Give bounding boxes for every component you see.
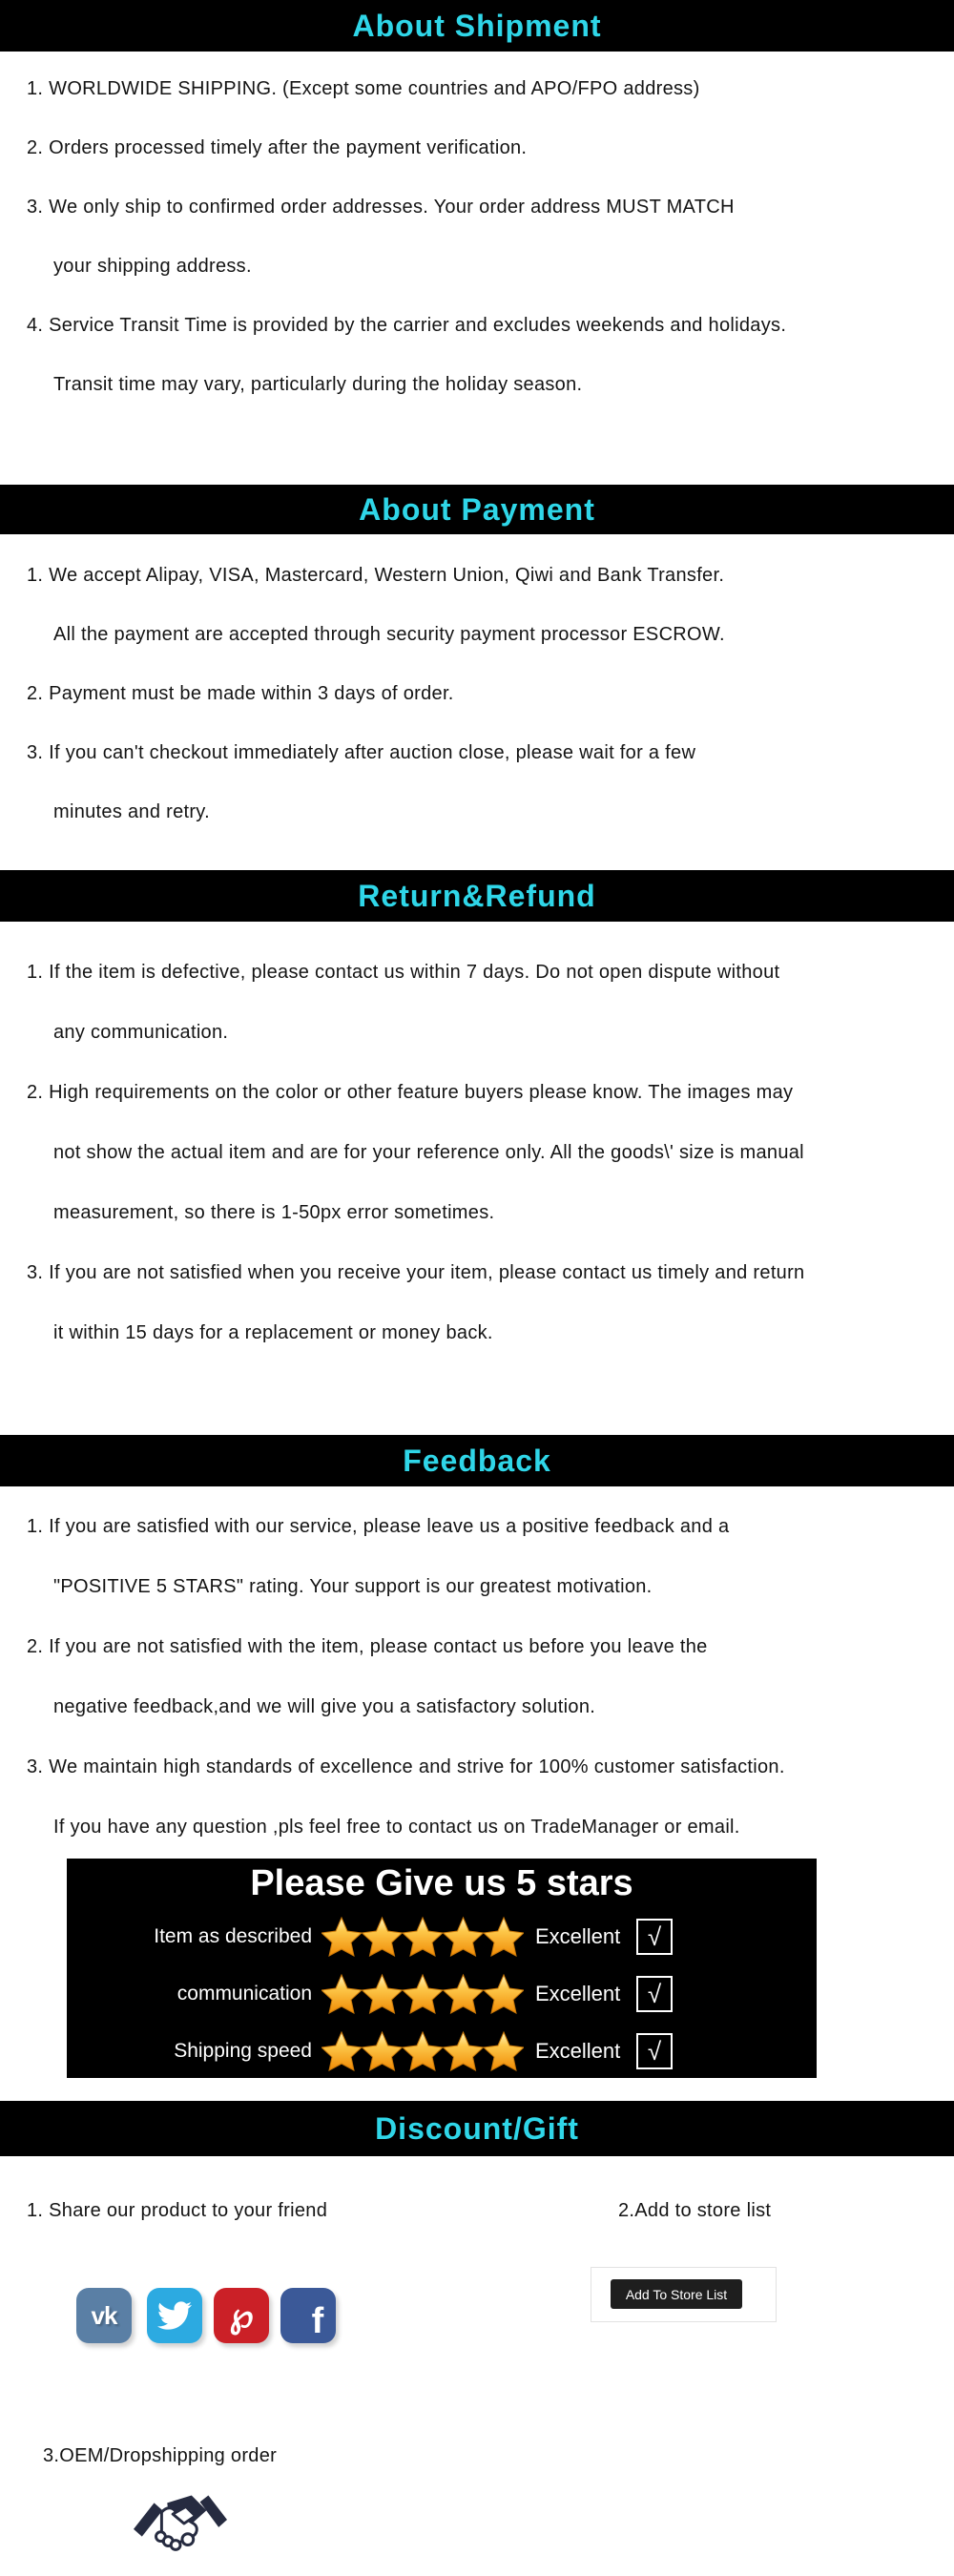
policy-line: Transit time may vary, particularly during the holiday season. <box>53 373 583 395</box>
policy-line: 1. If you are satisfied with our service, please leave us a positive feedback and a <box>27 1516 730 1537</box>
section-title: About Shipment <box>352 8 602 43</box>
policy-line: negative feedback,and we will give you a satisfactory solution. <box>53 1696 596 1717</box>
policy-line: 1. If the item is defective, please contact us within 7 days. Do not open dispute without <box>27 962 780 983</box>
policy-line: 2. If you are not satisfied with the item, please contact us before you leave the <box>27 1636 708 1657</box>
policy-line: 1. We accept Alipay, VISA, Mastercard, Western Union, Qiwi and Bank Transfer. <box>27 564 725 586</box>
pinterest-share-icon[interactable] <box>214 2288 269 2343</box>
handshake-icon <box>134 2487 227 2561</box>
five-stars-title: Please Give us 5 stars <box>250 1863 633 1903</box>
policy-line: 4. Service Transit Time is provided by the carrier and excludes weekends and holidays. <box>27 314 787 336</box>
policy-line: 1. WORLDWIDE SHIPPING. (Except some countries and APO/FPO address) <box>27 77 700 99</box>
policy-line: any communication. <box>53 1022 229 1043</box>
policy-line: your shipping address. <box>53 255 252 277</box>
section-header-discount-gift <box>0 2101 954 2156</box>
section-title: Feedback <box>403 1443 551 1478</box>
policy-line: 3. We only ship to confirmed order addresses. Your order address MUST MATCH <box>27 196 735 218</box>
rating-row <box>67 2025 817 2078</box>
twitter-share-icon[interactable] <box>147 2288 202 2343</box>
section-title: About Payment <box>359 491 595 527</box>
add-to-store-list-button[interactable]: Add To Store List <box>611 2279 742 2309</box>
facebook-share-icon[interactable] <box>280 2288 336 2343</box>
facebook-glyph: f <box>311 2300 324 2341</box>
checkbox-icon: √ <box>636 1976 673 2012</box>
rating-label: communication <box>176 1983 312 2005</box>
section-header-return-refund <box>0 870 954 922</box>
section-title: Return&Refund <box>358 878 596 913</box>
rating-value: Excellent <box>535 1924 621 1948</box>
pinterest-glyph: ℘ <box>229 2296 254 2335</box>
policy-line: not show the actual item and are for your reference only. All the goods\' size is manual <box>53 1142 804 1163</box>
add-to-store-label: 2.Add to store list <box>618 2200 772 2221</box>
vk-share-icon[interactable] <box>76 2288 132 2343</box>
share-product-label: 1. Share our product to your friend <box>27 2200 328 2221</box>
policy-line: All the payment are accepted through security payment processor ESCROW. <box>53 623 725 645</box>
rating-label: Item as described <box>154 1925 312 1947</box>
five-stars-icon <box>321 1916 524 1958</box>
policy-line: it within 15 days for a replacement or money back. <box>53 1322 493 1343</box>
policy-line: 2. Orders processed timely after the payment verification. <box>27 136 528 158</box>
rating-row <box>67 1967 817 2021</box>
section-header-payment <box>0 485 954 534</box>
return-policy-text <box>0 943 954 1363</box>
policy-line: minutes and retry. <box>53 800 210 822</box>
store-list-widget <box>591 2267 777 2322</box>
policy-line: 3. If you can't checkout immediately after auction close, please wait for a few <box>27 741 696 763</box>
five-stars-icon <box>321 1973 524 2015</box>
payment-policy-text <box>0 546 954 841</box>
section-title: Discount/Gift <box>375 2110 579 2146</box>
checkbox-icon: √ <box>636 2033 673 2069</box>
vk-glyph: vk <box>91 2300 117 2330</box>
feedback-policy-text <box>0 1497 954 1858</box>
section-header-shipment <box>0 0 954 52</box>
oem-dropshipping-label: 3.OEM/Dropshipping order <box>43 2445 278 2466</box>
checkbox-icon: √ <box>636 1919 673 1955</box>
policy-line: 2. Payment must be made within 3 days of order. <box>27 682 454 704</box>
rating-label: Shipping speed <box>174 2040 312 2062</box>
policy-line: 3. If you are not satisfied when you receive your item, please contact us timely and return <box>27 1262 805 1283</box>
five-stars-banner <box>67 1859 817 2078</box>
policy-line: If you have any question ,pls feel free to contact us on TradeManager or email. <box>53 1817 740 1838</box>
rating-value: Excellent <box>535 1982 621 2005</box>
shipment-policy-text <box>0 59 954 414</box>
policy-line: "POSITIVE 5 STARS" rating. Your support is our greatest motivation. <box>53 1576 653 1597</box>
five-stars-icon <box>321 2030 524 2072</box>
rating-row <box>67 1910 817 1963</box>
policy-line: measurement, so there is 1-50px error sometimes. <box>53 1202 495 1223</box>
policy-line: 3. We maintain high standards of excellence and strive for 100% customer satisfaction. <box>27 1756 785 1777</box>
policy-line: 2. High requirements on the color or other feature buyers please know. The images may <box>27 1082 794 1103</box>
section-header-feedback <box>0 1435 954 1486</box>
rating-value: Excellent <box>535 2039 621 2063</box>
